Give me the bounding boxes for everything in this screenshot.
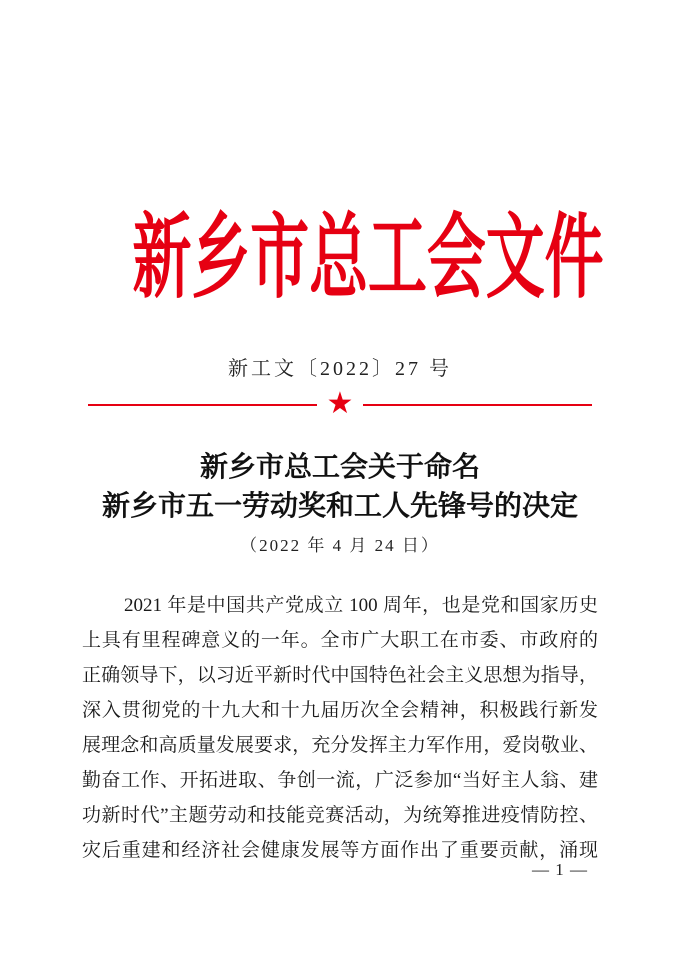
separator-line-right xyxy=(363,404,592,406)
masthead-text: 新乡市总工会文件 xyxy=(132,207,604,309)
body-line: 正确领导下，以习近平新时代中国特色社会主义思想为指导， xyxy=(82,665,598,686)
body-line: 深入贯彻党的十九大和十九届历次全会精神，积极践行新发 xyxy=(82,700,598,721)
separator-line-left xyxy=(88,404,317,406)
body-line: 功新时代”主题劳动和技能竞赛活动，为统筹推进疫情防控、 xyxy=(82,805,598,826)
document-title xyxy=(0,448,680,526)
document-body-paragraph xyxy=(82,588,598,868)
body-line: 展理念和高质量发展要求，充分发挥主力军作用，爱岗敬业、 xyxy=(82,735,598,756)
document-title-line-1: 新乡市总工会关于命名 xyxy=(199,452,480,483)
document-title-line-2: 新乡市五一劳动奖和工人先锋号的决定 xyxy=(101,491,578,522)
header-separator xyxy=(88,386,592,421)
document-date: （2022 年 4 月 24 日） xyxy=(240,536,440,555)
body-line: 2021 年是中国共产党成立 100 周年，也是党和国家历史 xyxy=(124,595,598,616)
body-line: 勤奋工作、开拓进取、争创一流，广泛参加“当好主人翁、建 xyxy=(82,770,598,791)
page-number: — 1 — xyxy=(532,860,588,879)
body-line: 灾后重建和经济社会健康发展等方面作出了重要贡献，涌现 xyxy=(82,840,598,861)
document-number: 新工文〔2022〕27 号 xyxy=(228,358,452,380)
document-masthead xyxy=(0,207,680,309)
body-line: 上具有里程碑意义的一年。全市广大职工在市委、市政府的 xyxy=(82,630,598,651)
star-icon: ★ xyxy=(326,386,354,421)
